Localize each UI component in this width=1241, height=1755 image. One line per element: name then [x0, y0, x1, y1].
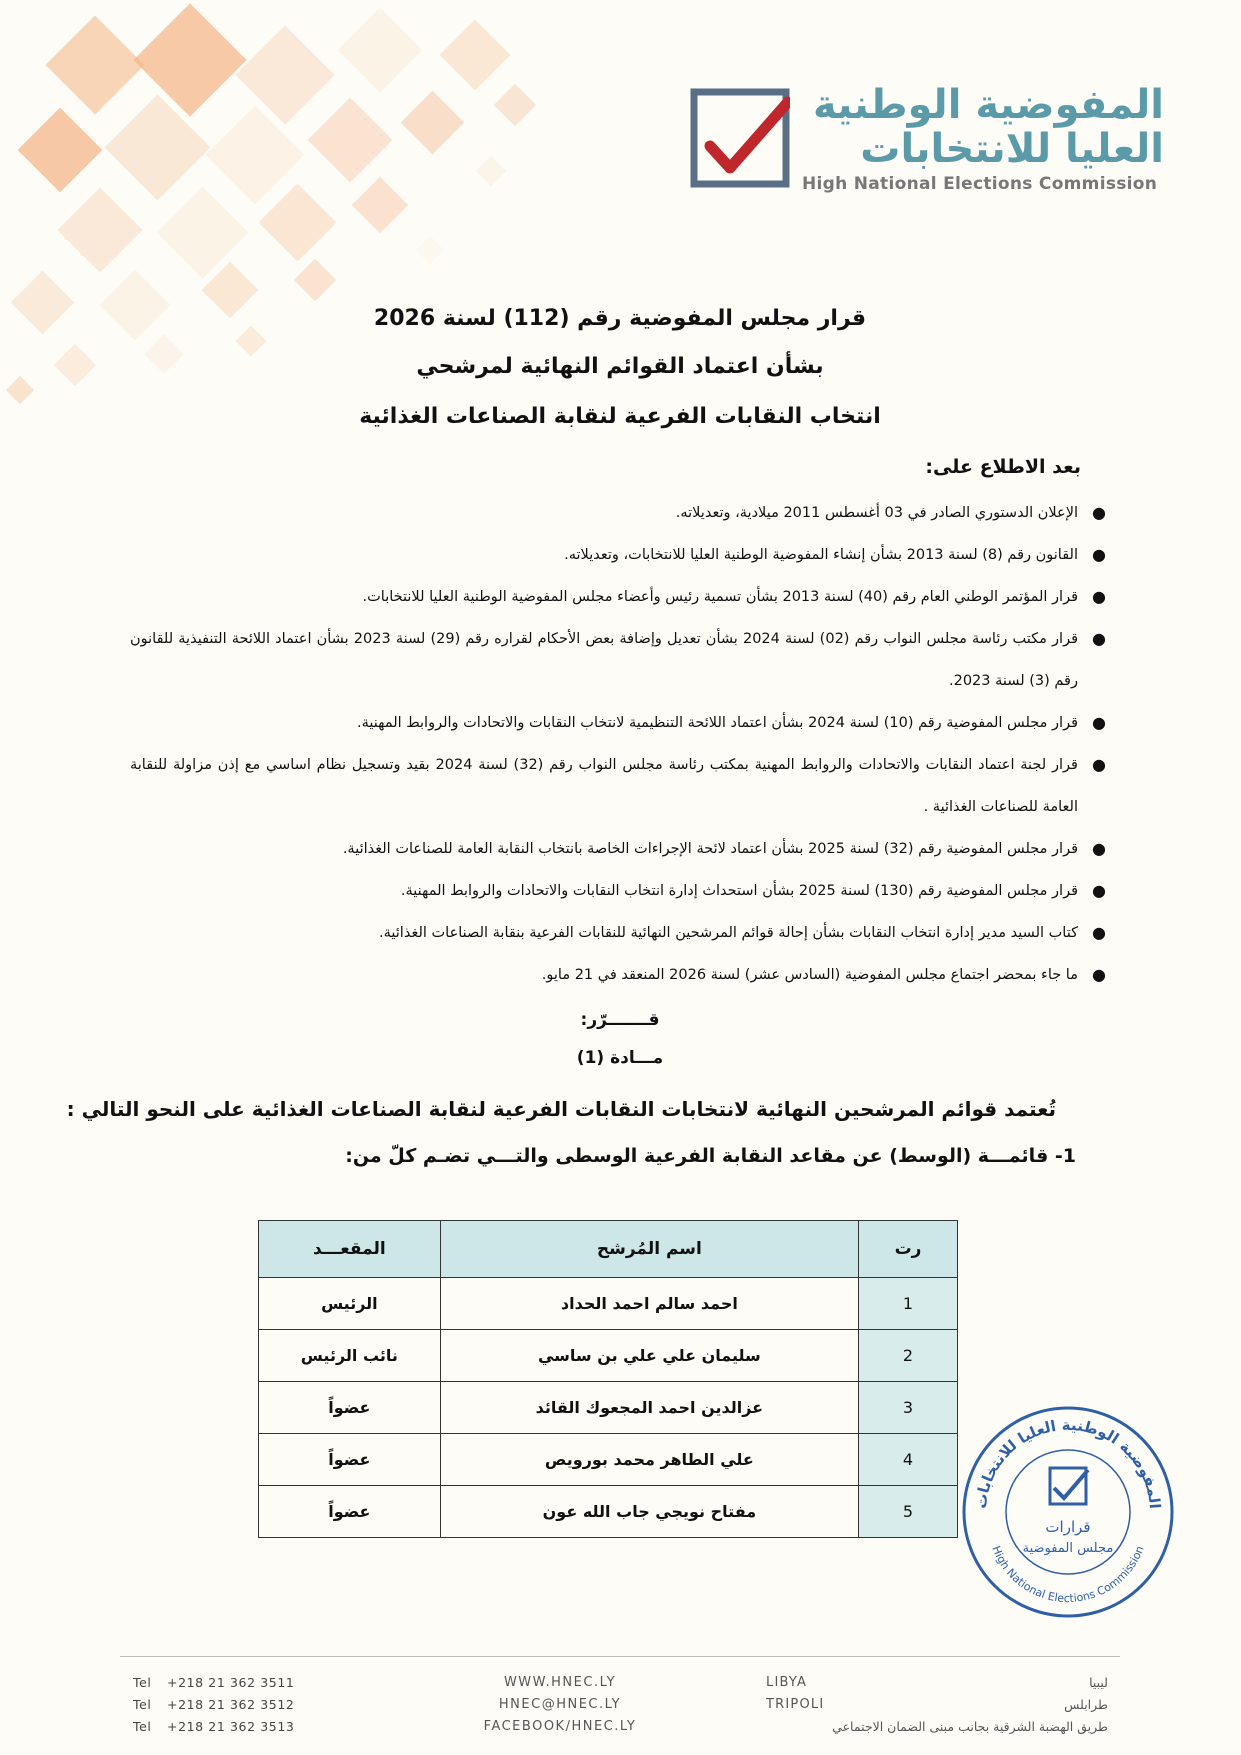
decision-label: قـــــــرّر: [580, 1010, 660, 1030]
table-row [259, 1330, 958, 1382]
preamble-item: ● قرار مجلس المفوضية رقم (130) لسنة 2025 بشأن استحداث إدارة انتخاب النقابات والاتحادات والروابط المهنية. [130, 870, 1110, 912]
row-num: 5 [859, 1486, 958, 1538]
city-ar: طرابلس [1064, 1697, 1108, 1712]
footer-location-ar [832, 1672, 1108, 1738]
candidate-name: احمد سالم احمد الحداد [440, 1278, 858, 1330]
logo-english-name: High National Elections Commission [802, 174, 1158, 194]
row-num: 2 [859, 1330, 958, 1382]
preamble-list [130, 492, 1110, 996]
candidate-name: سليمان علي علي بن ساسي [440, 1330, 858, 1382]
bullet-icon: ● [1092, 587, 1106, 606]
logo-arabic-line-2: العليا للانتخابات [860, 126, 1164, 172]
decorative-square [338, 8, 423, 93]
list-title: 1- قائمـــة (الوسط) عن مقاعد النقابة الفرعية الوسطى والتـــي تضـم كلّ من: [345, 1145, 1076, 1167]
header-num: رت [859, 1221, 958, 1278]
stamp-english-arc: High National Elections Commission [989, 1544, 1147, 1606]
bullet-icon: ● [1092, 923, 1106, 942]
logo-arabic-line-1: المفوضية الوطنية [813, 82, 1164, 128]
bullet-icon: ● [1092, 755, 1106, 774]
decorative-square [144, 334, 184, 374]
footer-web [440, 1672, 680, 1738]
bullet-icon: ● [1092, 503, 1106, 522]
preamble-item: ● قرار لجنة اعتماد النقابات والاتحادات والروابط المهنية بمكتب رئاسة مجلس النواب رقم (32) لسنة 2024 بقيد وتسجيل نظام اساسي مع إذن مزاولة للنقابة العامة للصناعات الغذائية . [130, 744, 1110, 828]
country-en: LIBYA [766, 1675, 808, 1690]
address-ar: طريق الهضبة الشرقية بجانب مبنى الضمان الاجتماعي [832, 1719, 1108, 1734]
decorative-square [401, 91, 465, 155]
preamble-item: ● الإعلان الدستوري الصادر في 03 أغسطس 2011 ميلادية، وتعديلاته. [130, 492, 1110, 534]
decorative-square [54, 344, 96, 386]
phone-line: Tel +218 21 362 3512 [133, 1697, 295, 1712]
row-num: 4 [859, 1434, 958, 1486]
decorative-square [100, 270, 171, 341]
decorative-square [157, 187, 249, 279]
preamble-item: ● قرار المؤتمر الوطني العام رقم (40) لسنة 2013 بشأن تسمية رئيس وأعضاء مجلس المفوضية الوطنية العليا للانتخابات. [130, 576, 1110, 618]
decorative-square [58, 188, 143, 273]
stamp-center-2: مجلس المفوضية [1022, 1541, 1114, 1556]
decorative-square [18, 108, 103, 193]
footer-phones [133, 1672, 294, 1738]
decorative-square [308, 98, 393, 183]
preamble-item: ● قرار مجلس المفوضية رقم (10) لسنة 2024 بشأن اعتماد اللائحة التنظيمية لانتخاب النقابات والاتحادات والروابط المهنية. [130, 702, 1110, 744]
table-row [259, 1486, 958, 1538]
preamble-item: ● قرار مكتب رئاسة مجلس النواب رقم (02) لسنة 2024 بشأن تعديل وإضافة بعض الأحكام لقراره رقم (29) لسنة 2023 بشأن اعتماد اللائحة التنفيذية للقانون رقم (3) لسنة 2023. [130, 618, 1110, 702]
email-link[interactable]: HNEC@HNEC.LY [498, 1697, 622, 1712]
decorative-square [352, 177, 409, 234]
decorative-square [494, 84, 536, 126]
candidate-name: علي الطاهر محمد بورويص [440, 1434, 858, 1486]
hnec-logo [690, 82, 1170, 202]
table-header-row [259, 1221, 958, 1278]
decision-title: قرار مجلس المفوضية رقم (112) لسنة 2026 [373, 306, 867, 331]
row-num: 1 [859, 1278, 958, 1330]
bullet-icon: ● [1092, 965, 1106, 984]
decorative-square [259, 184, 337, 262]
country-ar: ليبيا [1089, 1675, 1108, 1690]
stamp-box-icon [1050, 1468, 1086, 1504]
bullet-icon: ● [1092, 839, 1106, 858]
decorative-square [46, 16, 145, 115]
decorative-square [416, 236, 444, 264]
table-row [259, 1382, 958, 1434]
table-row [259, 1278, 958, 1330]
decision-subject-2: انتخاب النقابات الفرعية لنقابة الصناعات الغذائية [359, 404, 881, 429]
header-seat: المقعـــد [259, 1221, 441, 1278]
decorative-square [206, 106, 305, 205]
city-en: TRIPOLI [766, 1697, 825, 1712]
bullet-icon: ● [1092, 881, 1106, 900]
candidate-seat: عضواً [259, 1434, 441, 1486]
stamp-center-1: قرارات [1045, 1518, 1091, 1536]
candidate-seat: عضواً [259, 1382, 441, 1434]
bullet-icon: ● [1092, 713, 1106, 732]
decorative-square [475, 155, 506, 186]
preamble-item: ● قرار مجلس المفوضية رقم (32) لسنة 2025 بشأن اعتماد لائحة الإجراءات الخاصة بانتخاب النقابة العامة للصناعات الغذائية. [130, 828, 1110, 870]
bullet-icon: ● [1092, 629, 1106, 648]
footer-divider [120, 1656, 1120, 1657]
candidates-table [258, 1220, 958, 1538]
candidate-seat: الرئيس [259, 1278, 441, 1330]
ballot-check-icon [690, 88, 790, 188]
candidate-seat: عضواً [259, 1486, 441, 1538]
decorative-square [6, 376, 34, 404]
candidate-seat: نائب الرئيس [259, 1330, 441, 1382]
candidate-name: مفتاح نويجي جاب الله عون [440, 1486, 858, 1538]
decorative-square [236, 26, 335, 125]
preamble-item: ● القانون رقم (8) لسنة 2013 بشأن إنشاء المفوضية الوطنية العليا للانتخابات، وتعديلاته. [130, 534, 1110, 576]
phone-line: Tel +218 21 362 3511 [133, 1675, 295, 1690]
preamble-heading: بعد الاطلاع على: [925, 456, 1081, 478]
preamble-item: ● كتاب السيد مدير إدارة انتخاب النقابات بشأن إحالة قوائم المرشحين النهائية للنقابات الفرعية بنقابة الصناعات الغذائية. [130, 912, 1110, 954]
header-name: اسم المُرشح [440, 1221, 858, 1278]
article-label: مـــادة (1) [576, 1048, 664, 1068]
table-row [259, 1434, 958, 1486]
footer-location-en [766, 1672, 824, 1716]
facebook-link[interactable]: FACEBOOK/HNEC.LY [483, 1719, 637, 1734]
candidate-name: عزالدين احمد المجعوك القائد [440, 1382, 858, 1434]
website-link[interactable]: WWW.HNEC.LY [503, 1675, 617, 1690]
decorative-square [294, 259, 336, 301]
preamble-item: ● ما جاء بمحضر اجتماع مجلس المفوضية (السادس عشر) لسنة 2026 المنعقد في 21 مايو. [130, 954, 1110, 996]
bullet-icon: ● [1092, 545, 1106, 564]
decorative-square [440, 20, 511, 91]
phone-line: Tel +218 21 362 3513 [133, 1719, 295, 1734]
decision-subject-1: بشأن اعتماد القوائم النهائية لمرشحي [416, 354, 824, 379]
stamp-arabic-arc: المفوضية الوطنية العليا للانتخابات [971, 1415, 1164, 1510]
official-stamp [958, 1402, 1178, 1622]
article-text: تُعتمد قوائم المرشحين النهائية لانتخابات النقابات الفرعية لنقابة الصناعات الغذائية على النحو التالي : [66, 1097, 1056, 1121]
decorative-square [11, 271, 75, 335]
decorative-square [133, 3, 246, 116]
row-num: 3 [859, 1382, 958, 1434]
